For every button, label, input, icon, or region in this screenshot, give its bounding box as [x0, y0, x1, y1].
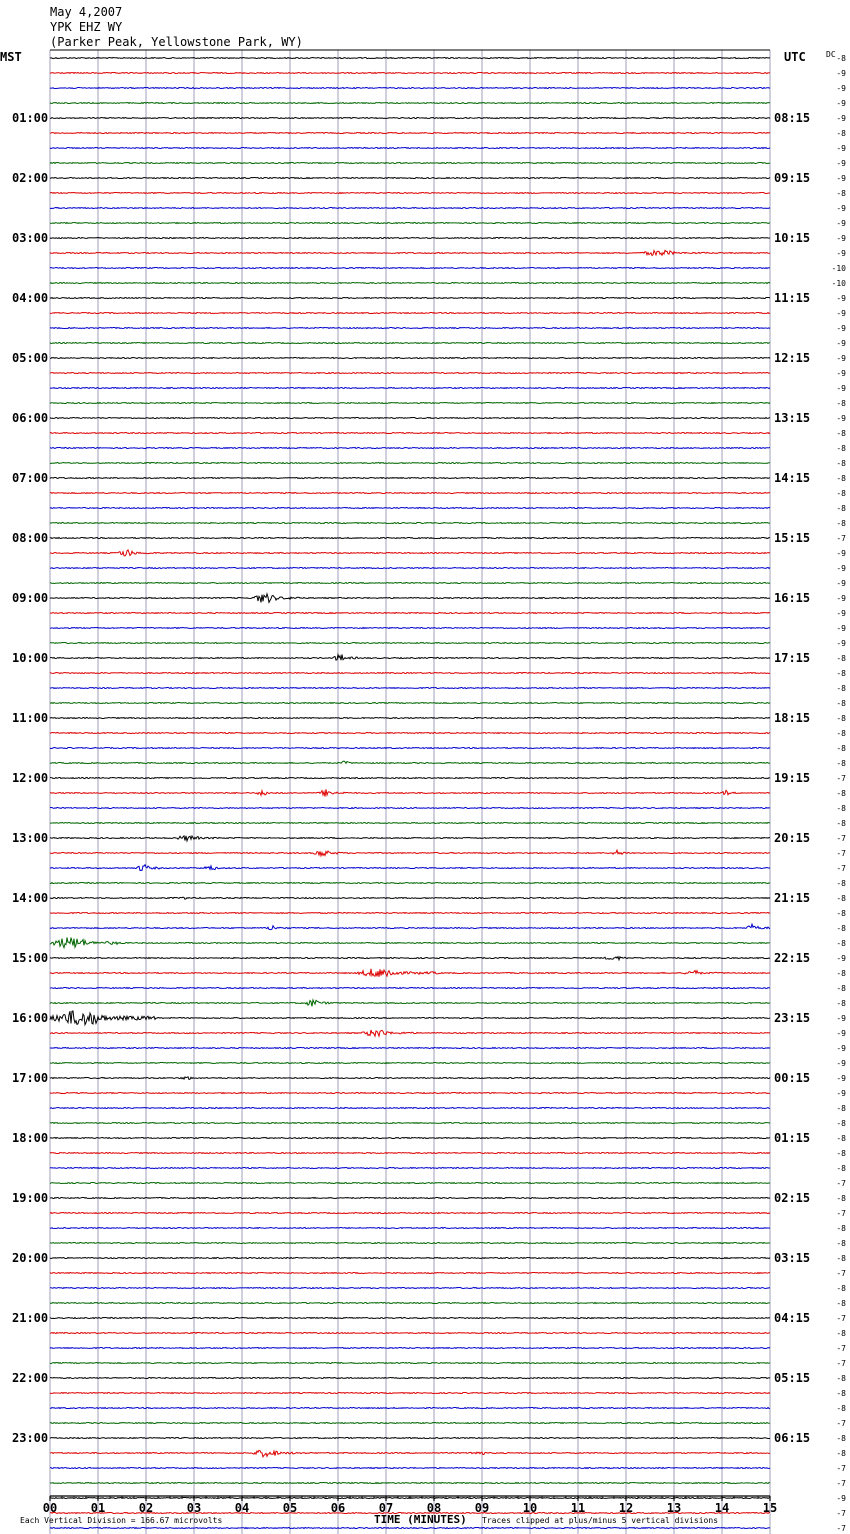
dc-offset-label: -8: [836, 744, 846, 753]
x-tick-label: 11: [570, 1501, 586, 1515]
dc-offset-label: -8: [836, 489, 846, 498]
dc-offset-label: -9: [836, 1059, 846, 1068]
trace-row-68: [50, 1077, 770, 1080]
dc-offset-label: -9: [836, 324, 846, 333]
trace-row-89: [50, 1392, 770, 1393]
left-hour-label: 11:00: [12, 711, 49, 725]
trace-row-4: [50, 117, 770, 118]
trace-row-41: [50, 672, 770, 673]
dc-offset-label: -8: [836, 1254, 846, 1263]
seismic-traces: [50, 57, 770, 1534]
left-hour-label: 23:00: [12, 1431, 49, 1445]
trace-row-24: [50, 417, 770, 418]
footer-clip-note: Traces clipped at plus/minus 5 vertical divisions: [482, 1516, 719, 1525]
trace-row-48: [50, 777, 770, 778]
right-hour-label: 15:15: [774, 531, 811, 545]
trace-row-16: [50, 297, 770, 298]
x-tick-label: 13: [666, 1501, 682, 1515]
dc-offset-label: -8: [836, 1299, 846, 1308]
dc-offset-label: -9: [836, 1044, 846, 1053]
dc-offset-labels: [832, 54, 847, 1534]
trace-row-92: [50, 1437, 770, 1438]
trace-row-72: [50, 1137, 770, 1138]
trace-row-71: [50, 1122, 770, 1123]
trace-row-73: [50, 1152, 770, 1153]
x-tick-label: 05: [282, 1501, 298, 1515]
dc-offset-label: -9: [836, 339, 846, 348]
trace-row-62: [50, 987, 770, 988]
right-hour-label: 18:15: [774, 711, 811, 725]
left-hour-label: 20:00: [12, 1251, 49, 1265]
left-hour-label: 09:00: [12, 591, 49, 605]
trace-row-84: [50, 1317, 770, 1318]
trace-row-77: [50, 1212, 770, 1213]
x-tick-label: 09: [474, 1501, 490, 1515]
x-tick-label: 02: [138, 1501, 154, 1515]
trace-row-35: [50, 582, 770, 583]
right-hour-label: 08:15: [774, 111, 811, 125]
right-hour-label: 02:15: [774, 1191, 811, 1205]
dc-offset-label: -9: [836, 1074, 846, 1083]
dc-offset-label: -9: [836, 294, 846, 303]
right-hour-label: 03:15: [774, 1251, 811, 1265]
dc-offset-label: -10: [831, 279, 846, 288]
dc-offset-label: -7: [836, 774, 846, 783]
dc-offset-label: -8: [836, 519, 846, 528]
trace-row-52: [50, 836, 770, 841]
dc-offset-label: -7: [836, 1419, 846, 1428]
dc-offset-label: -8: [836, 714, 846, 723]
dc-offset-label: -8: [836, 789, 846, 798]
dc-offset-label: -9: [836, 114, 846, 123]
trace-row-81: [50, 1272, 770, 1273]
trace-row-45: [50, 732, 770, 733]
trace-row-25: [50, 432, 770, 433]
trace-row-7: [50, 162, 770, 163]
dc-offset-label: -8: [836, 759, 846, 768]
dc-offset-label: -7: [836, 534, 846, 543]
trace-row-50: [50, 807, 770, 808]
dc-offset-label: -9: [836, 384, 846, 393]
trace-row-15: [50, 282, 770, 283]
left-hour-label: 05:00: [12, 351, 49, 365]
trace-row-0: [50, 57, 770, 58]
dc-offset-label: -8: [836, 1389, 846, 1398]
trace-row-59: [50, 937, 770, 947]
dc-offset-label: -9: [836, 564, 846, 573]
dc-offset-label: -8: [836, 909, 846, 918]
dc-offset-label: -9: [836, 99, 846, 108]
header-station: YPK EHZ WY: [50, 20, 123, 34]
right-hour-label: 14:15: [774, 471, 811, 485]
dc-offset-label: -7: [836, 849, 846, 858]
left-hour-label: 19:00: [12, 1191, 49, 1205]
left-hour-label: 15:00: [12, 951, 49, 965]
dc-offset-label: -9: [836, 1494, 846, 1503]
dc-offset-label: -9: [836, 624, 846, 633]
trace-row-86: [50, 1347, 770, 1348]
dc-offset-label: -8: [836, 1449, 846, 1458]
left-hour-label: 13:00: [12, 831, 49, 845]
right-hour-label: 23:15: [774, 1011, 811, 1025]
trace-row-26: [50, 447, 770, 448]
x-axis-label: TIME (MINUTES): [374, 1513, 467, 1526]
left-hour-label: 06:00: [12, 411, 49, 425]
trace-row-5: [50, 132, 770, 133]
right-hour-labels: [774, 111, 810, 1445]
x-tick-label: 14: [714, 1501, 730, 1515]
trace-row-2: [50, 87, 770, 88]
dc-offset-label: -9: [836, 1089, 846, 1098]
trace-row-14: [50, 267, 770, 268]
right-hour-label: 06:15: [774, 1431, 811, 1445]
trace-row-69: [50, 1092, 770, 1093]
trace-row-28: [50, 477, 770, 478]
trace-row-65: [50, 1030, 770, 1036]
dc-offset-label: -8: [836, 129, 846, 138]
left-hour-label: 03:00: [12, 231, 49, 245]
right-hour-label: 21:15: [774, 891, 811, 905]
dc-offset-label: -8: [836, 1119, 846, 1128]
dc-offset-label: -9: [836, 1014, 846, 1023]
dc-offset-label: -7: [836, 834, 846, 843]
dc-offset-label: -9: [836, 369, 846, 378]
trace-row-80: [50, 1257, 770, 1258]
trace-row-9: [50, 192, 770, 193]
trace-row-54: [50, 865, 770, 871]
trace-row-63: [50, 1000, 770, 1006]
left-hour-label: 08:00: [12, 531, 49, 545]
dc-offset-label: -7: [836, 1179, 846, 1188]
dc-offset-label: -9: [836, 354, 846, 363]
trace-row-70: [50, 1107, 770, 1108]
trace-row-74: [50, 1167, 770, 1168]
trace-row-23: [50, 402, 770, 403]
left-hour-label: 04:00: [12, 291, 49, 305]
left-hour-label: 07:00: [12, 471, 49, 485]
right-hour-label: 00:15: [774, 1071, 811, 1085]
x-tick-label: 12: [618, 1501, 634, 1515]
footer-scale: Each Vertical Division = 166.67 microvolts: [20, 1516, 223, 1525]
dc-offset-label: -7: [836, 1344, 846, 1353]
x-tick-label: 03: [186, 1501, 202, 1515]
dc-offset-label: -9: [836, 159, 846, 168]
dc-offset-label: -7: [836, 1269, 846, 1278]
left-hour-label: 01:00: [12, 111, 49, 125]
dc-offset-label: -9: [836, 1029, 846, 1038]
dc-offset-label: -8: [836, 924, 846, 933]
dc-offset-label: -8: [836, 654, 846, 663]
right-hour-label: 17:15: [774, 651, 811, 665]
dc-offset-label: -7: [836, 1479, 846, 1488]
dc-offset-label: -8: [836, 1104, 846, 1113]
trace-row-78: [50, 1227, 770, 1228]
trace-row-30: [50, 507, 770, 508]
dc-offset-label: -8: [836, 894, 846, 903]
trace-row-60: [50, 957, 770, 960]
header-date: May 4,2007: [50, 5, 123, 19]
trace-row-34: [50, 567, 770, 568]
dc-offset-label: -9: [836, 954, 846, 963]
dc-offset-label: -8: [836, 939, 846, 948]
x-tick-label: 07: [378, 1501, 394, 1515]
right-hour-label: 04:15: [774, 1311, 811, 1325]
dc-offset-label: -8: [836, 819, 846, 828]
trace-row-36: [50, 594, 770, 603]
trace-row-56: [50, 897, 770, 899]
right-hour-label: 05:15: [774, 1371, 811, 1385]
right-hour-label: 10:15: [774, 231, 811, 245]
trace-row-18: [50, 327, 770, 328]
dc-offset-label: -9: [836, 594, 846, 603]
trace-row-95: [50, 1482, 770, 1483]
dc-offset-label: -9: [836, 69, 846, 78]
dc-offset-label: -8: [836, 669, 846, 678]
dc-offset-label: -9: [836, 549, 846, 558]
right-hour-label: 22:15: [774, 951, 811, 965]
dc-offset-label: -7: [836, 1314, 846, 1323]
dc-offset-label: -8: [836, 684, 846, 693]
dc-offset-label: -8: [836, 189, 846, 198]
x-tick-label: 01: [90, 1501, 106, 1515]
dc-offset-label: -9: [836, 414, 846, 423]
dc-offset-label: -9: [836, 174, 846, 183]
dc-offset-label: -8: [836, 729, 846, 738]
dc-offset-label: -8: [836, 54, 846, 63]
trace-row-46: [50, 747, 770, 748]
trace-row-76: [50, 1197, 770, 1198]
x-tick-label: 15: [762, 1501, 778, 1515]
x-tick-label: 06: [330, 1501, 346, 1515]
trace-row-31: [50, 522, 770, 523]
dc-offset-label: -9: [836, 579, 846, 588]
dc-offset-label: -7: [836, 1209, 846, 1218]
x-tick-label: 08: [426, 1501, 442, 1515]
right-hour-label: 12:15: [774, 351, 811, 365]
trace-row-61: [50, 969, 770, 977]
dc-offset-label: -9: [836, 204, 846, 213]
dc-offset-label: -8: [836, 399, 846, 408]
right-hour-label: 19:15: [774, 771, 811, 785]
trace-row-43: [50, 702, 770, 703]
trace-row-75: [50, 1182, 770, 1183]
trace-row-90: [50, 1407, 770, 1408]
dc-offset-label: -8: [836, 1284, 846, 1293]
x-tick-label: 04: [234, 1501, 250, 1515]
right-hour-label: 01:15: [774, 1131, 811, 1145]
left-hour-label: 22:00: [12, 1371, 49, 1385]
trace-row-22: [50, 387, 770, 388]
right-hour-label: 09:15: [774, 171, 811, 185]
dc-offset-label: -8: [836, 1224, 846, 1233]
dc-offset-label: -7: [836, 1359, 846, 1368]
left-hour-label: 16:00: [12, 1011, 49, 1025]
dc-offset-label: -8: [836, 459, 846, 468]
dc-offset-label: -9: [836, 84, 846, 93]
trace-row-51: [50, 822, 770, 823]
x-tick-label: 00: [42, 1501, 58, 1515]
dc-offset-label: -8: [836, 1374, 846, 1383]
right-hour-label: 20:15: [774, 831, 811, 845]
right-timezone-label: UTC: [784, 50, 806, 64]
trace-row-94: [50, 1467, 770, 1468]
trace-row-83: [50, 1302, 770, 1303]
dc-offset-label: -8: [836, 1329, 846, 1338]
dc-offset-label: -8: [836, 1239, 846, 1248]
left-hour-label: 18:00: [12, 1131, 49, 1145]
trace-row-53: [50, 850, 770, 856]
trace-row-79: [50, 1242, 770, 1243]
dc-offset-label: -8: [836, 504, 846, 513]
dc-offset-label: -8: [836, 1134, 846, 1143]
trace-row-21: [50, 372, 770, 373]
dc-offset-label: -9: [836, 144, 846, 153]
trace-row-42: [50, 687, 770, 688]
right-hour-label: 16:15: [774, 591, 811, 605]
dc-offset-label: -8: [836, 1149, 846, 1158]
dc-offset-label: -8: [836, 429, 846, 438]
dc-offset-label: -7: [836, 1524, 846, 1533]
trace-row-37: [50, 612, 770, 613]
right-hour-label: 11:15: [774, 291, 811, 305]
dc-label: DC: [826, 50, 836, 59]
trace-row-33: [50, 550, 770, 556]
trace-row-87: [50, 1362, 770, 1363]
dc-offset-label: -8: [836, 804, 846, 813]
trace-row-19: [50, 342, 770, 343]
right-hour-label: 13:15: [774, 411, 811, 425]
dc-offset-label: -9: [836, 609, 846, 618]
left-hour-label: 02:00: [12, 171, 49, 185]
trace-row-17: [50, 312, 770, 313]
dc-offset-label: -8: [836, 1434, 846, 1443]
trace-row-55: [50, 882, 770, 883]
dc-offset-label: -9: [836, 309, 846, 318]
trace-row-3: [50, 102, 770, 103]
trace-row-47: [50, 761, 770, 763]
minute-gridlines: [50, 50, 770, 1534]
left-hour-label: 10:00: [12, 651, 49, 665]
x-tick-label: 10: [522, 1501, 538, 1515]
trace-row-67: [50, 1062, 770, 1063]
trace-row-20: [50, 357, 770, 358]
trace-row-32: [50, 537, 770, 538]
dc-offset-label: -9: [836, 234, 846, 243]
trace-row-85: [50, 1332, 770, 1333]
dc-offset-label: -9: [836, 219, 846, 228]
trace-row-29: [50, 492, 770, 493]
trace-row-98: [50, 1527, 770, 1528]
left-timezone-label: MST: [0, 50, 22, 64]
dc-offset-label: -7: [836, 1509, 846, 1518]
dc-offset-label: -8: [836, 984, 846, 993]
trace-row-11: [50, 222, 770, 223]
dc-offset-label: -8: [836, 999, 846, 1008]
dc-offset-label: -8: [836, 474, 846, 483]
trace-row-8: [50, 177, 770, 178]
dc-offset-label: -7: [836, 864, 846, 873]
trace-row-27: [50, 462, 770, 463]
left-hour-label: 12:00: [12, 771, 49, 785]
dc-offset-label: -9: [836, 639, 846, 648]
dc-offset-label: -8: [836, 879, 846, 888]
dc-offset-label: -7: [836, 1464, 846, 1473]
trace-row-91: [50, 1422, 770, 1423]
trace-row-39: [50, 642, 770, 643]
trace-row-49: [50, 789, 770, 796]
left-hour-label: 21:00: [12, 1311, 49, 1325]
dc-offset-label: -8: [836, 1164, 846, 1173]
trace-row-13: [50, 250, 770, 255]
header-location: (Parker Peak, Yellowstone Park, WY): [50, 35, 303, 49]
trace-row-88: [50, 1377, 770, 1378]
trace-row-64: [50, 1011, 770, 1025]
trace-row-6: [50, 147, 770, 148]
trace-row-93: [50, 1450, 770, 1456]
dc-offset-label: -8: [836, 699, 846, 708]
trace-row-57: [50, 912, 770, 913]
trace-row-1: [50, 72, 770, 73]
trace-row-58: [50, 924, 770, 929]
dc-offset-label: -10: [831, 264, 846, 273]
trace-row-38: [50, 627, 770, 628]
left-hour-label: 17:00: [12, 1071, 49, 1085]
left-hour-labels: [12, 111, 48, 1445]
left-hour-label: 14:00: [12, 891, 49, 905]
trace-row-12: [50, 237, 770, 238]
trace-row-66: [50, 1047, 770, 1048]
dc-offset-label: -8: [836, 1404, 846, 1413]
dc-offset-label: -9: [836, 249, 846, 258]
dc-offset-label: -8: [836, 1194, 846, 1203]
trace-row-44: [50, 717, 770, 718]
dc-offset-label: -8: [836, 969, 846, 978]
trace-row-82: [50, 1287, 770, 1288]
dc-offset-label: -8: [836, 444, 846, 453]
trace-row-10: [50, 207, 770, 208]
trace-row-40: [50, 655, 770, 661]
